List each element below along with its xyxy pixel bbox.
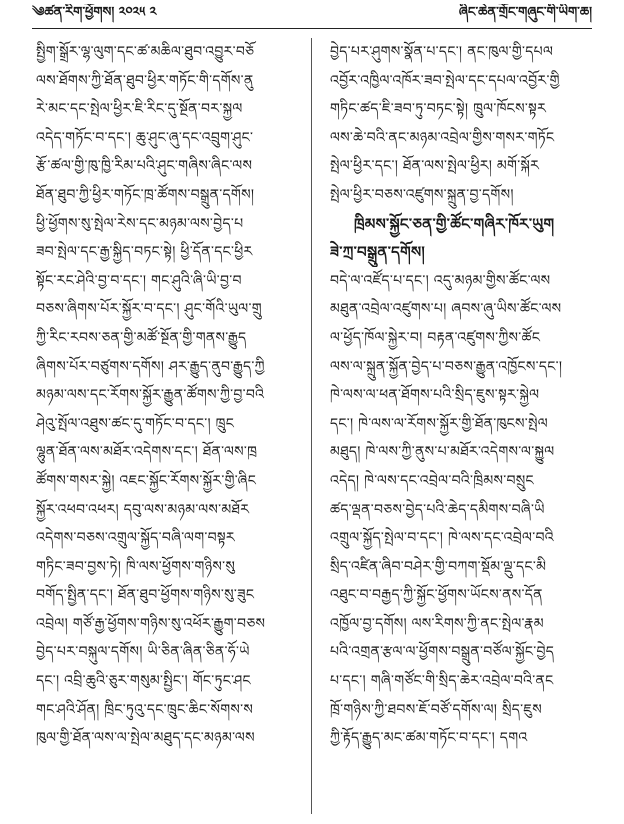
text-line: གང་ཤའི་ཤོན། ཁྲིང་ཏུའུ་དང་ཁྲུང་ཆིང་སོགས་ས <box>36 701 254 718</box>
text-line: འདེགས་བཅས་འགྲུལ་སྐྱོད་བཞི་ལག་བསྟར <box>36 530 235 547</box>
text-line: རྩོ་ཚལ་གྱི་ཁུ་ཁྱི་རིམ་པའི་ཤུང་གཞིས་ཞིང་ལས <box>36 158 253 175</box>
text-line: ཁྲོ་གཉིས་ཀྱི་ཐབས་ཇོ་བཙོ་དགོས་ལ། སྲིད་ཇུས <box>330 701 542 718</box>
text-line: བཅས་ཞིགས་པོར་སྐྱོར་བ་དང་། ཤུང་གོའི་ཡུལ་གྲུ <box>36 301 262 318</box>
text-line: པ་དང་། གཞི་གཙོང་གི་སྲིད་ཆེར་འབྲེལ་བའི་ནང <box>330 673 554 690</box>
text-line: འདེད། ཁེ་ལས་དང་འབྲེལ་བའི་ཁྲིམས་བསྲུང <box>330 472 534 489</box>
text-line: ལས་ཐོགས་ཀྱི་ཐོན་ཐུབ་ཕྱིར་གཏོང་གི་དགོས་ནུ <box>36 72 254 89</box>
journal-title: ༄ཚན་རིག་ཕྱོགས། ༢༠༢༥ ༢ <box>32 4 157 20</box>
running-title: ཞིང་ཆེན་གྲོང་གཞུང་གི་ཡིག་ཆ། <box>458 4 592 20</box>
text-line: ལས་ཆེ་བའི་ནང་མཉམ་འབྲེལ་གྱིས་གསར་གཏོང <box>330 129 555 146</box>
text-line: སྲིད་འཛིན་ཞིབ་བཤེར་གྱི་བཀག་སྡོམ་ལྡུ་དང་མི <box>330 558 547 575</box>
text-line: ཤེའུ་སྤོལ་འཐུས་ཚང་དུ་གཏོང་བ་དང་། ཁྲུང <box>36 415 235 432</box>
text-line: སྐྱོར་འཕབ་འཕར། དབུ་ལས་མཉམ་ལས་མཐོར <box>36 501 250 518</box>
text-line: ཞིགས་པོར་བཙུགས་དགོས། ཤར་རྒྱུད་ནུབ་རྒྱུད་ཀྱི <box>36 358 265 375</box>
text-line: པའི་འགྲན་རྩལ་ལ་ཕྱོགས་བསྒྲུན་བཙོལ་སྐྱོང་བྱེད <box>330 644 555 661</box>
text-line: ཟབ་སྤེལ་དང་རྒྱ་སྐྱིད་བཏང་སྟེ། ཕྱི་དོན་དང་ཕྱིར <box>36 244 253 261</box>
column-divider <box>311 38 312 814</box>
header-rule <box>32 28 592 29</box>
text-line: བགོད་སྤྱིན་དང་། ཐོན་ཐུབ་ཕྱོགས་གཉིས་སུ་ཟུང <box>36 587 255 604</box>
text-line: མཉམ་ལས་དང་རོགས་སྐྱོར་རྒྱུན་ཚོགས་ཀྱི་བྱ་བའི <box>36 387 265 404</box>
text-line: ཚད་ལྡན་བཅས་བྱེད་པའི་ཆེད་དམིགས་བཞི་ཡི <box>330 501 545 518</box>
text-line: བྱེད་པར་ཤུགས་སྣོན་པ་དང་། ནང་ཁུལ་གྱི་དཔལ <box>330 44 554 60</box>
text-line: འཁྱོལ་བྱ་དགོས། ལས་རིགས་ཀྱི་ནང་སྤེལ་རྣམ <box>330 615 544 632</box>
text-line: ལས་ལ་སྐྲུན་སྐྱོན་བྱེད་པ་བཅས་རྒྱུན་འཁྱོངས་དང་། <box>330 358 563 375</box>
text-line: འགྲུལ་སྐྱོད་སྤེལ་བ་དང་། ཁེ་ལས་དང་འབྲེལ་བའི <box>330 530 554 547</box>
text-line: ལ་ཕྱོད་ཁོལ་སྐྱེར་བ། བརྟན་འཛུགས་ཀྱིས་ཚོང <box>330 329 541 346</box>
text-line: ཁེ་ལས་ལ་ཕན་ཐོགས་པའི་སྲིད་ཇུས་སྟར་སྐྱེལ <box>330 387 540 404</box>
text-line: འབྱོར་འཁྱིལ་འཁོར་ཟབ་སྤེལ་དང་དཔལ་འབྱོར་གྱི <box>330 72 560 89</box>
text-line: དང་། ཁེ་ལས་ལ་རོགས་སྐྱོར་གྱི་ཐོན་ཁུངས་སྤེལ <box>330 415 548 432</box>
section-heading-line-2: ཟེ་ཀྲ་བསྒྲུན་དགོས། <box>330 243 426 262</box>
text-line: དང་། འབྲི་ཆུའི་ཅུར་གསུམ་སྤྱིང་། གོང་ཏུང་ཤང <box>36 673 251 690</box>
text-line: བྱེད་པར་བསྐུལ་དགོས། ཡི་ཅིན་ཞིན་ཅིན་ཧོ་ཡེ <box>36 644 250 661</box>
text-line: འདེད་གཏོང་བ་དང་། ཆུ་ཤུང་ཞུ་དང་འབྲུག་ཤུང་ <box>36 129 254 146</box>
text-line: ཐོན་ཐུབ་ཀྱི་ཕྱིར་གཏོང་ཁྲ་ཚོགས་བསྒྲུན་དགོས། <box>36 186 255 203</box>
text-line: ཀྱི་རྟོད་རྒྱུད་མང་ཚམ་གཏོང་བ་དང་། དགའ <box>330 730 528 747</box>
section-heading-line-1: ཁྲིམས་སྐྱོང་ཅན་གྱི་ཚོང་གཞིར་ཁོར་ཡུག <box>354 214 555 233</box>
text-line: བདེ་ལ་འཛོད་པ་དང་། འདུ་མཉམ་གྱིས་ཚོང་ལས <box>330 272 551 289</box>
text-line: སྟོང་རང་ཤེའི་བྱ་བ་དང་། གང་ཤུའི་ཞི་ཡི་བྱ་བ <box>36 272 242 289</box>
text-line: འབྲེལ། གཙོ་རྒྱ་ཕྱོགས་གཉིས་སུ་འཕོར་རྒྱུག་བཅས <box>36 615 266 632</box>
text-line: མཐུད། ཁེ་ལས་ཀྱི་ནུས་པ་མཐོར་འདེགས་ལ་སྐྱུལ <box>330 444 555 461</box>
text-line: སྤེལ་ཕྱིར་དང་། ཐོན་ལས་སྤེལ་ཕྱིར། མགོ་སྐོར <box>330 158 540 175</box>
text-line: འཐུང་བ་བརྒྱད་ཀྱི་སྐྱོང་ཕྱོགས་ཡོངས་ནས་དོན <box>330 587 543 604</box>
text-line: གཏིང་ཚད་ཇི་ཟབ་ཏུ་བཏང་སྟེ། ཁྲུལ་ཁོངས་སྟར <box>330 101 547 118</box>
text-line: ཕྱི་ཕྱོགས་སུ་སྤེལ་རེས་དང་མཉམ་ལས་བྱེད་པ <box>36 215 244 232</box>
right-column <box>330 38 600 814</box>
text-line: རེ་མང་དང་སྤེལ་ཕྱིར་ཇི་རིང་དུ་སྔོན་བར་སྐྱལ <box>36 101 243 118</box>
text-line: གཏིང་ཟབ་བྱས་ཏེ། ཁི་ལས་ཕྱོགས་གཉིས་སུ <box>36 558 236 575</box>
text-line: སྤེལ་ཕྱིར་བཅས་འཛུགས་སྐྲུན་བྱ་དགོས། <box>330 186 514 203</box>
text-line: ཀྱི་རིང་རབས་ཅན་གྱི་མཚོ་སྔོན་གྱི་གནས་རྒྱུད <box>36 329 247 346</box>
left-column <box>36 38 306 814</box>
text-line: མཐུན་འབྲེལ་འཛུགས་པ། ཞབས་ཞུ་ཡིས་ཚོང་ལས <box>330 301 562 318</box>
text-line: སྤྱིག་སྒྲོར་ལྷ་ལུག་དང་ཚ་མཆིལ་ཐུབ་འབྱུར་བཅོ <box>36 44 255 60</box>
text-line: ཁུལ་གྱི་ཐོན་ལས་ལ་སྤེལ་མཐུད་དང་མཉམ་ལས <box>36 730 255 747</box>
text-line: ཚོགས་གསར་སྐྱེ། འཇང་སྐྱོང་རོགས་སྐྱོར་གྱི་ཞིང <box>36 472 257 489</box>
page-header <box>32 4 592 26</box>
text-line: ལྷུན་ཐོན་ལས་མཐོར་འདེགས་དང་། ཐོན་ལས་ཁྲ <box>36 444 258 461</box>
